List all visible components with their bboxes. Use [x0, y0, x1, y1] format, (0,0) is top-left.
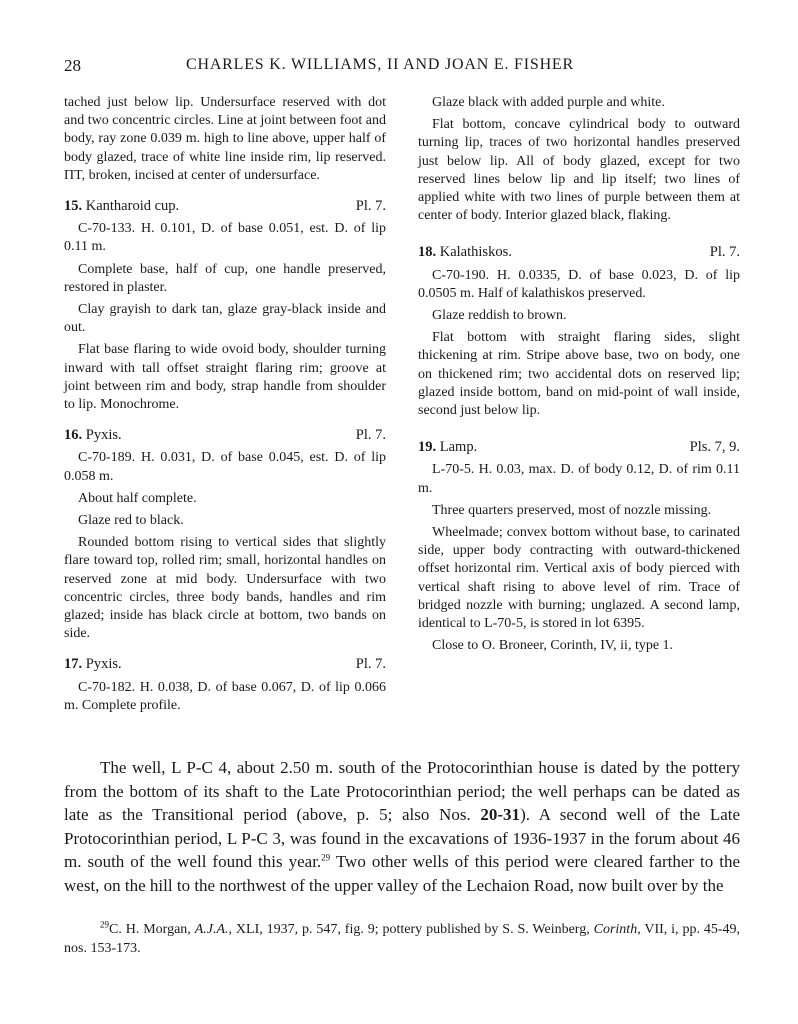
- body-text-part1: The well, L P-C 4, about 2.50 m. south of the Protocorinthian house is dated by the pottery from the bottom of its shaft to the Late Protocorinthian period; the well perhaps can be dated as late as the Transitional period (above, p. 5; also Nos.: [64, 758, 740, 824]
- catalog-entry-17: [64, 655, 386, 715]
- entry-heading: [418, 243, 740, 261]
- footnote-marker: 29: [100, 919, 109, 930]
- entry-heading: [64, 426, 386, 444]
- entry-paragraph: Wheelmade; convex bottom without base, to carinated side, upper body contracting with outward-thickened offset horizontal rim. Vertical axis of body pierced with vertical shaft rising to above level of rim. Trace of bridged nozzle with burning; unglazed. A second lamp, identical to L-70-5, is stored in lot 6395.: [418, 525, 740, 632]
- entry-paragraph: L-70-5. H. 0.03, max. D. of body 0.12, D. of rim 0.11 m.: [418, 462, 740, 496]
- entry-heading: [64, 655, 386, 673]
- entry-heading: [64, 197, 386, 215]
- entry-paragraph: About half complete.: [78, 490, 197, 506]
- entry-title: Kantharoid cup.: [85, 198, 180, 215]
- entry-number: 15.: [64, 198, 83, 215]
- entry-paragraph: Rounded bottom rising to vertical sides that slightly flare toward top, rolled rim; small, horizontal handles on reserved zone at mid body. Undersurface with two concentric circles, three body bands, handles and rim glazed; inside has black circle at bottom, two bands on side.: [64, 535, 386, 642]
- plate-ref: Pl. 7.: [355, 198, 386, 215]
- entry-paragraph: Close to O. Broneer, Corinth, IV, ii, type 1.: [432, 638, 674, 654]
- entry-paragraph: C-70-182. H. 0.038, D. of base 0.067, D. of lip 0.066 m. Complete profile.: [64, 679, 386, 713]
- footnote: [64, 920, 740, 958]
- entry-paragraph: Complete base, half of cup, one handle preserved, restored in plaster.: [64, 261, 386, 295]
- catalog-entry-19: [418, 438, 740, 655]
- continuation-text: tached just below lip. Undersurface reserved with dot and two concentric circles. Line at joint between foot and body, ray zone 0.039 m. high to line above, upper half of body glazed, trace of white line inside rim, lip reserved. ΠΤ, broken, incised at center of undersurface.: [64, 95, 386, 183]
- page-header: [64, 56, 740, 80]
- entry-title: Lamp.: [439, 439, 478, 456]
- footnote-journal: A.J.A.: [194, 922, 229, 937]
- entry-paragraph: Flat bottom with straight flaring sides, slight thickening at rim. Stripe above base, two on body, one on thickened rim; two accidental dots on reserved lip; glazed inside bottom, band on mid-point of wall inside, second just below lip.: [418, 330, 740, 419]
- catalog-entry-18: [418, 243, 740, 420]
- nos-reference: 20-31: [480, 805, 521, 824]
- entry-number: 18.: [418, 244, 437, 261]
- entry-number: 19.: [418, 439, 437, 456]
- page-number: 28: [64, 56, 81, 75]
- plate-ref: Pls. 7, 9.: [689, 439, 740, 456]
- footnote-author: C. H. Morgan,: [109, 922, 191, 937]
- entry-paragraph: Glaze reddish to brown.: [432, 308, 567, 324]
- plate-ref: Pl. 7.: [355, 427, 386, 444]
- entry-title: Pyxis.: [85, 656, 122, 673]
- footnote-text-end: , VII, i, pp. 45-49, nos. 153-173.: [64, 922, 740, 956]
- entry-paragraph: Clay grayish to dark tan, glaze gray-black inside and out.: [64, 302, 386, 336]
- entry-paragraph: C-70-190. H. 0.0335, D. of base 0.023, D. of lip 0.0505 m. Half of kalathiskos preserved.: [418, 267, 740, 301]
- body-text-part2: ). A second well of the Late Protocorinthian period, L P-C 3, was found in the excavations of 1936-1937 in the forum about 46 m. south of the well found this year.: [64, 805, 741, 871]
- right-column: [418, 94, 740, 659]
- entry-paragraph: C-70-133. H. 0.101, D. of base 0.051, est. D. of lip 0.11 m.: [64, 221, 386, 255]
- catalog-entry-16: [64, 426, 386, 643]
- continuation-text: Glaze black with added purple and white.: [432, 95, 665, 110]
- entry-title: Kalathiskos.: [439, 244, 512, 261]
- entry-paragraph: Three quarters preserved, most of nozzle missing.: [432, 502, 712, 518]
- plate-ref: Pl. 7.: [355, 656, 386, 673]
- body-text-part3: Two other wells of this period were cleared farther to the west, on the hill to the northwest of the upper valley of the Lechaion Road, now built over by the: [64, 852, 740, 895]
- entry-heading: [418, 438, 740, 456]
- body-paragraph: [64, 756, 740, 897]
- continuation-text: Flat bottom, concave cylindrical body to outward turning lip, traces of two horizontal handles preserved just below lip. All of body glazed, except for two reserved lines below lip and lip itself; two lines of applied white with two lines of purple between them at center of body. Interior glazed black, flaking.: [418, 117, 740, 224]
- entry-number: 17.: [64, 656, 83, 673]
- entry-number: 16.: [64, 427, 83, 444]
- entry-paragraph: C-70-189. H. 0.031, D. of base 0.045, est. D. of lip 0.058 m.: [64, 450, 386, 484]
- plate-ref: Pl. 7.: [709, 244, 740, 261]
- footnote-series: Corinth: [593, 922, 638, 937]
- footnote-text-mid: , XLI, 1937, p. 547, fig. 9; pottery published by S. S. Weinberg,: [228, 922, 590, 937]
- entry-title: Pyxis.: [85, 427, 122, 444]
- footnote-reference: 29: [321, 852, 331, 863]
- entry-paragraph: Flat base flaring to wide ovoid body, shoulder turning inward with tall offset straight flaring rim; groove at joint between rim and body, strap handle from shoulder to lip. Monochrome.: [64, 342, 386, 413]
- catalog-entry-15: [64, 197, 386, 414]
- entry-paragraph: Glaze red to black.: [78, 513, 184, 529]
- running-title: CHARLES K. WILLIAMS, II AND JOAN E. FISHER: [186, 56, 574, 73]
- left-column: [64, 94, 386, 719]
